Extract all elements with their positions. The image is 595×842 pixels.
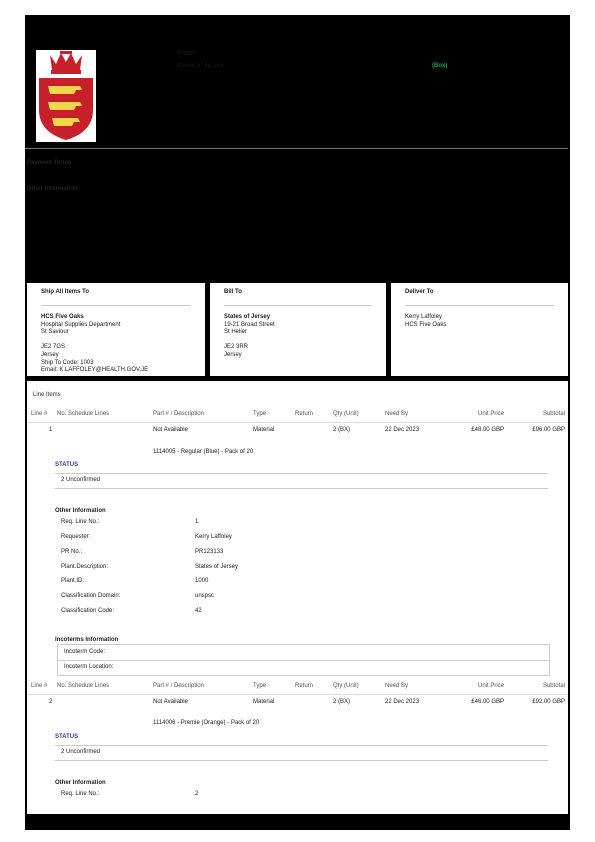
col-qty: Qty (Unit): [333, 683, 359, 689]
deliver-to-title: Deliver To: [405, 289, 434, 295]
col-unit-price: Unit Price: [477, 411, 504, 417]
line-items-caption: Line Items: [33, 392, 61, 398]
item-subtotal: £92.00 GBP: [532, 699, 565, 705]
bill-to-box: [210, 283, 386, 376]
line-items-header: [27, 680, 568, 695]
item-unit-price: £46.00 GBP: [471, 699, 504, 705]
item-need-by: 22 Dec 2023: [385, 427, 420, 433]
ship-to-box: [27, 283, 205, 376]
part-number: Not Available: [153, 699, 188, 705]
col-subtotal: Subtotal: [542, 411, 565, 417]
other-info-key: Plant.Description:: [61, 564, 109, 570]
status-box: [55, 745, 548, 761]
col-unit-price: Unit Price: [477, 683, 504, 689]
other-info-key: Req. Line No.:: [61, 791, 100, 797]
col-part-description: Part # / Description: [153, 411, 205, 417]
col-line: Line #: [31, 683, 48, 689]
other-info-key: PR No.:: [61, 549, 83, 555]
ship-to-line: JE2 7GS: [41, 344, 66, 351]
other-info-value: States of Jersey: [195, 564, 239, 570]
divider: [405, 305, 554, 306]
col-schedule-lines: No. Schedule Lines: [57, 683, 110, 689]
ship-to-title: Ship All Items To: [41, 289, 90, 295]
line-number: 1: [49, 427, 53, 433]
other-info-value: 1000: [195, 578, 209, 584]
header-divider: [25, 148, 568, 149]
status-value: 2 Unconfirmed: [61, 749, 101, 755]
ship-to-name: HCS Five Oaks: [41, 314, 84, 320]
other-info-value: Kerry Laffoley: [195, 534, 232, 540]
divider: [58, 660, 549, 661]
status-box: [55, 473, 548, 489]
item-description: 1114006 - Premie (Orange) - Pack of 20: [153, 720, 260, 726]
from-value: States of Jersey: [177, 63, 224, 69]
bill-to-line: [224, 337, 275, 345]
col-return: Return: [295, 683, 314, 689]
bill-to-line: 19-21 Broad Street: [224, 321, 275, 328]
incoterms-heading: Incoterms Information: [55, 637, 119, 643]
col-qty: Qty (Unit): [333, 411, 359, 417]
other-info-key: Classification Domain:: [61, 593, 121, 599]
other-info-value: PR123133: [195, 549, 224, 555]
from-label: From:: [177, 50, 197, 57]
other-info-key: Plant.ID:: [61, 578, 85, 584]
incoterm-code: Incoterm Code:: [64, 649, 106, 655]
col-part-description: Part # / Description: [153, 683, 205, 689]
item-qty: 2 (BX): [333, 699, 351, 705]
deliver-to-line: HCS Five Oaks: [405, 321, 447, 328]
table-row: [27, 696, 568, 710]
col-type: Type: [253, 683, 267, 689]
part-number: Not Available: [153, 427, 188, 433]
item-type: Material: [253, 699, 275, 705]
ship-to-email: Email: K.LAFFOLEY@HEALTH.GOV.JE: [41, 367, 149, 374]
divider: [41, 305, 191, 306]
bill-to-name: States of Jersey: [224, 314, 271, 320]
other-information-heading: Other Information: [27, 186, 78, 192]
other-info-key: Requester:: [61, 534, 91, 540]
col-line: Line #: [31, 411, 48, 417]
bill-to-line: St Helier: [224, 329, 248, 336]
status-heading: STATUS: [55, 734, 79, 740]
bill-to-title: Bill To: [224, 289, 242, 295]
col-type: Type: [253, 411, 267, 417]
jersey-crest-logo: [36, 50, 96, 142]
table-row: [27, 424, 568, 438]
other-info-key: Req. Line No.:: [61, 519, 100, 525]
item-qty: 2 (BX): [333, 427, 351, 433]
col-need-by: Need By: [385, 683, 409, 689]
other-info-value: unspsc: [195, 593, 215, 599]
ship-to-line: [41, 337, 148, 345]
status-value: 2 Unconfirmed: [61, 477, 101, 483]
item-type: Material: [253, 427, 275, 433]
status-tag: (Box): [432, 63, 448, 69]
status-heading: STATUS: [55, 462, 79, 468]
item-subtotal: £96.00 GBP: [532, 427, 565, 433]
other-info-value: 2: [195, 791, 199, 797]
ship-to-line: Hospital Supplies Department: [41, 321, 121, 328]
other-info-heading: Other Information: [55, 780, 106, 786]
other-info-key: Classification Code:: [61, 608, 115, 614]
payment-terms-heading: Payment Terms: [27, 160, 72, 166]
deliver-to-line: Kerry Laffoley: [405, 314, 442, 320]
ship-to-code: Ship To Code: 1003: [41, 359, 94, 366]
ship-to-line: Jersey: [41, 351, 59, 358]
col-need-by: Need By: [385, 411, 409, 417]
item-description: 1114005 - Regular (Blue) - Pack of 20: [153, 449, 254, 455]
col-schedule-lines: No. Schedule Lines: [57, 411, 110, 417]
other-info-value: 1: [195, 519, 199, 525]
line-items-section: [27, 381, 568, 814]
line-number: 2: [49, 699, 53, 705]
col-return: Return: [295, 411, 314, 417]
item-unit-price: £48.00 GBP: [471, 427, 504, 433]
other-info-heading: Other Information: [55, 508, 106, 514]
ship-to-line: St Saviour: [41, 329, 69, 336]
item-need-by: 22 Dec 2023: [385, 699, 420, 705]
incoterms-box: [57, 644, 550, 676]
line-items-header: [27, 408, 568, 423]
divider: [224, 305, 372, 306]
bill-to-line: JE2 3RR: [224, 344, 249, 351]
bill-to-line: Jersey: [224, 351, 242, 358]
other-info-value: 42: [195, 608, 202, 614]
incoterm-location: Incoterm Location:: [64, 664, 114, 670]
col-subtotal: Subtotal: [542, 683, 565, 689]
deliver-to-box: [391, 283, 568, 376]
